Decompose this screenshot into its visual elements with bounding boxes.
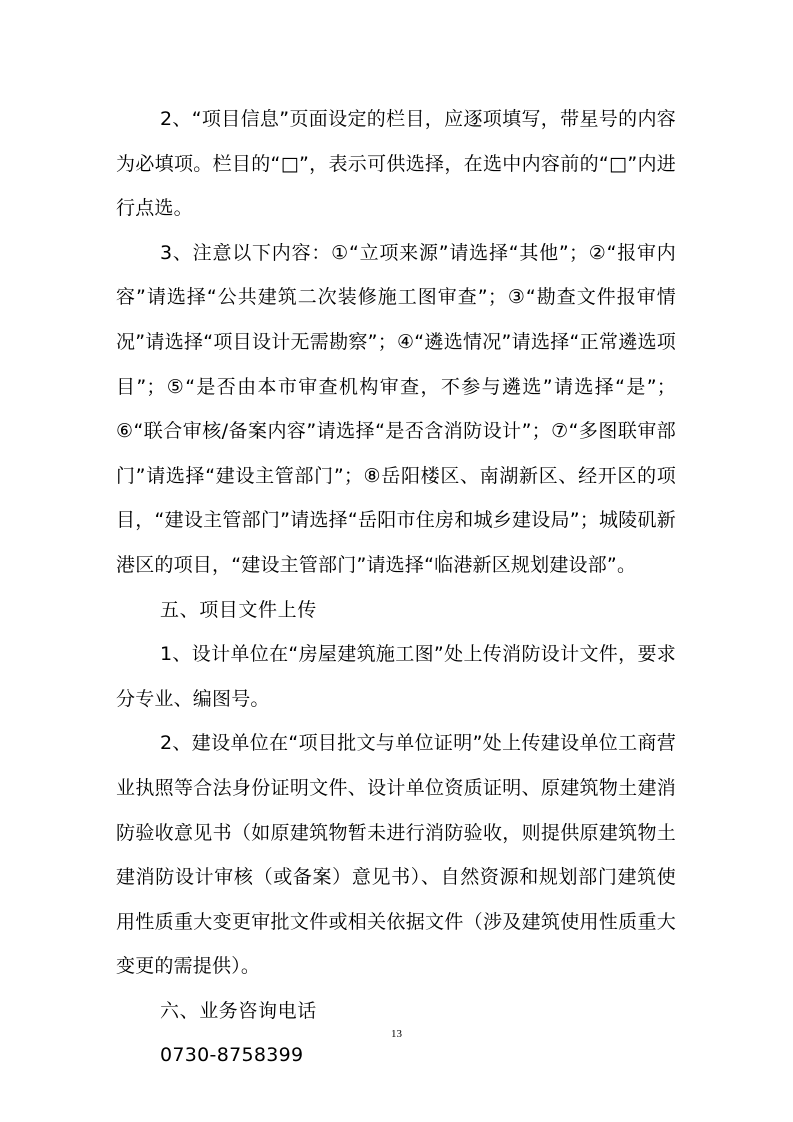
- page-number: 13: [391, 1028, 402, 1040]
- paragraph-construction-unit-upload: 2、建设单位在“项目批文与单位证明”处上传建设单位工商营业执照等合法身份证明文件、设计单位资质证明、原建筑物土建消防验收意见书（如原建筑物暂未进行消防验收，则提供原建筑物土建消防设计审核（或备案）意见书）、自然资源和规划部门建筑使用性质重大变更审批文件或相关依据文件（涉及建筑使用性质重大变更的需提供）。: [116, 732, 676, 978]
- section-heading-file-upload: 五、项目文件上传: [160, 598, 317, 621]
- hotline-phone-number: 0730-8758399: [160, 1044, 304, 1067]
- document-body: [116, 97, 676, 1078]
- paragraph-project-info: 2、“项目信息”页面设定的栏目，应逐项填写，带星号的内容为必填项。栏目的“□”，表示可供选择，在选中内容前的“□”内进行点选。: [116, 108, 676, 220]
- section-heading-hotline: 六、业务咨询电话: [160, 999, 317, 1022]
- paragraph-design-unit-upload: 1、设计单位在“房屋建筑施工图”处上传消防设计文件，要求分专业、编图号。: [116, 643, 676, 710]
- paragraph-notes: 3、注意以下内容：①“立项来源”请选择“其他”；②“报审内容”请选择“公共建筑二次装修施工图审查”；③“勘查文件报审情况”请选择“项目设计无需勘察”；④“遴选情况”请选择“正常遴选项目”；⑤“是否由本市审查机构审查，不参与遴选”请选择“是”；⑥“联合审核/备案内容”请选择“是否含消防设计”；⑦“多图联审部门”请选择“建设主管部门”；⑧岳阳楼区、南湖新区、经开区的项目，“建设主管部门”请选择“岳阳市住房和城乡建设局”；城陵矶新港区的项目，“建设主管部门”请选择“临港新区规划建设部”。: [116, 241, 676, 576]
